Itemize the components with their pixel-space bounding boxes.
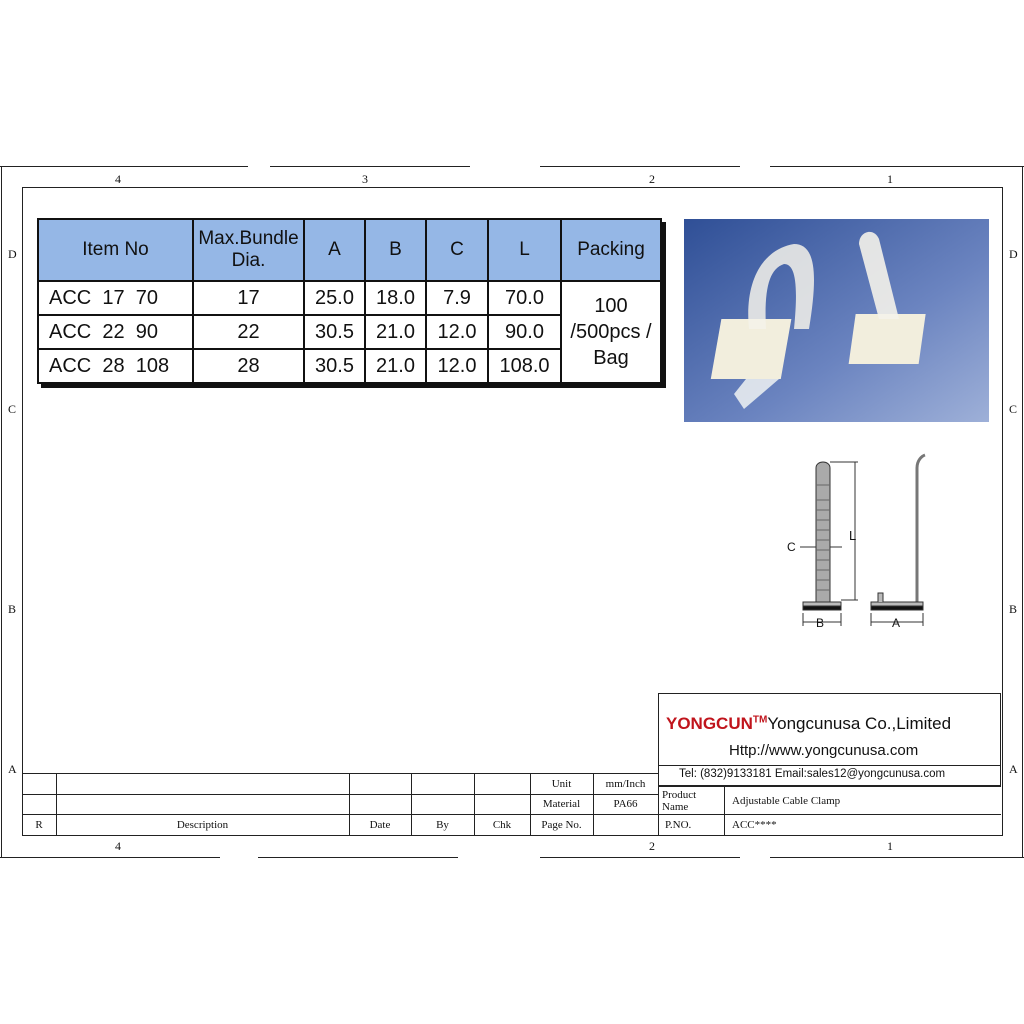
frame-line (770, 857, 1024, 858)
cell: 108.0 (488, 349, 561, 383)
trademark: TM (752, 714, 768, 726)
header-a: A (304, 219, 365, 281)
frame-line (0, 857, 220, 858)
product-name: Adjustable Cable Clamp (732, 794, 841, 807)
zone-row-d: D (8, 247, 17, 261)
company-name: Yongcunusa Co.,Limited (767, 714, 952, 733)
cell-item: ACC 17 70 (38, 281, 193, 315)
grid-line (658, 693, 659, 835)
dim-label-l: L (849, 528, 857, 543)
cell: 70.0 (488, 281, 561, 315)
zone-row-c: C (1009, 402, 1018, 416)
cell-item: ACC 22 90 (38, 315, 193, 349)
header-max-bundle: Max.Bundle Dia. (193, 219, 304, 281)
cell: 12.0 (426, 315, 488, 349)
zone-row-b: B (1009, 602, 1018, 616)
header-item-no: Item No (38, 219, 193, 281)
zone-row-a: A (1009, 762, 1018, 776)
cell: 30.5 (304, 349, 365, 383)
spec-table (37, 218, 662, 384)
cell-packing: 100 /500pcs / Bag (561, 281, 661, 383)
contact-info: Tel: (832)9133181 Email:sales12@yongcunusa.com (658, 766, 1001, 786)
unit-value: mm/Inch (605, 778, 646, 790)
dim-label-b: B (816, 616, 825, 630)
cell: 12.0 (426, 349, 488, 383)
rev-header-r: R (35, 819, 43, 831)
zone-row-d: D (1009, 247, 1018, 261)
zone-col-4: 4 (115, 839, 121, 853)
zone-col-1: 1 (887, 172, 893, 186)
grid-line (724, 786, 725, 835)
material-label: Material (542, 798, 581, 810)
header-l: L (488, 219, 561, 281)
zone-row-c: C (8, 402, 17, 416)
header-packing: Packing (561, 219, 661, 281)
rev-header-chk: Chk (492, 819, 512, 831)
frame-line (540, 857, 740, 858)
cell: 90.0 (488, 315, 561, 349)
pno-label: P.NO. (665, 819, 692, 831)
cell: 18.0 (365, 281, 426, 315)
cell: 28 (193, 349, 304, 383)
clamp-dimension-drawing (770, 450, 940, 640)
zone-col-3: 3 (362, 172, 368, 186)
frame-line (270, 166, 470, 167)
zone-col-1: 1 (887, 839, 893, 853)
rev-header-by: By (436, 819, 449, 831)
cell: 22 (193, 315, 304, 349)
cell: 25.0 (304, 281, 365, 315)
product-name-label: Product Name (662, 788, 697, 813)
website: Http://www.yongcunusa.com (729, 742, 919, 759)
cell-item: ACC 28 108 (38, 349, 193, 383)
frame-line (258, 857, 458, 858)
frame-line (770, 166, 1024, 167)
material-value: PA66 (613, 798, 638, 810)
unit-label: Unit (551, 778, 572, 790)
frame-line (0, 166, 248, 167)
frame-line (1022, 166, 1023, 858)
zone-row-a: A (8, 762, 17, 776)
header-c: C (426, 219, 488, 281)
rev-header-date: Date (369, 819, 391, 831)
cell: 21.0 (365, 315, 426, 349)
page-no-label: Page No. (541, 819, 582, 831)
dim-label-a: A (892, 616, 901, 630)
rev-header-description: Description (176, 819, 229, 831)
zone-col-4: 4 (115, 172, 121, 186)
product-photo (684, 219, 989, 422)
frame-line (540, 166, 740, 167)
company-block (658, 693, 1001, 766)
cell: 30.5 (304, 315, 365, 349)
dim-label-c: C (787, 540, 796, 554)
cell: 21.0 (365, 349, 426, 383)
cell: 7.9 (426, 281, 488, 315)
zone-col-2: 2 (649, 839, 655, 853)
pno-value: ACC**** (732, 819, 777, 831)
zone-row-b: B (8, 602, 17, 616)
company-line (666, 714, 951, 734)
brand-logo: YONGCUN (666, 714, 753, 733)
header-b: B (365, 219, 426, 281)
frame-line (1, 166, 2, 858)
table-row (38, 281, 661, 315)
zone-col-2: 2 (649, 172, 655, 186)
cell: 17 (193, 281, 304, 315)
